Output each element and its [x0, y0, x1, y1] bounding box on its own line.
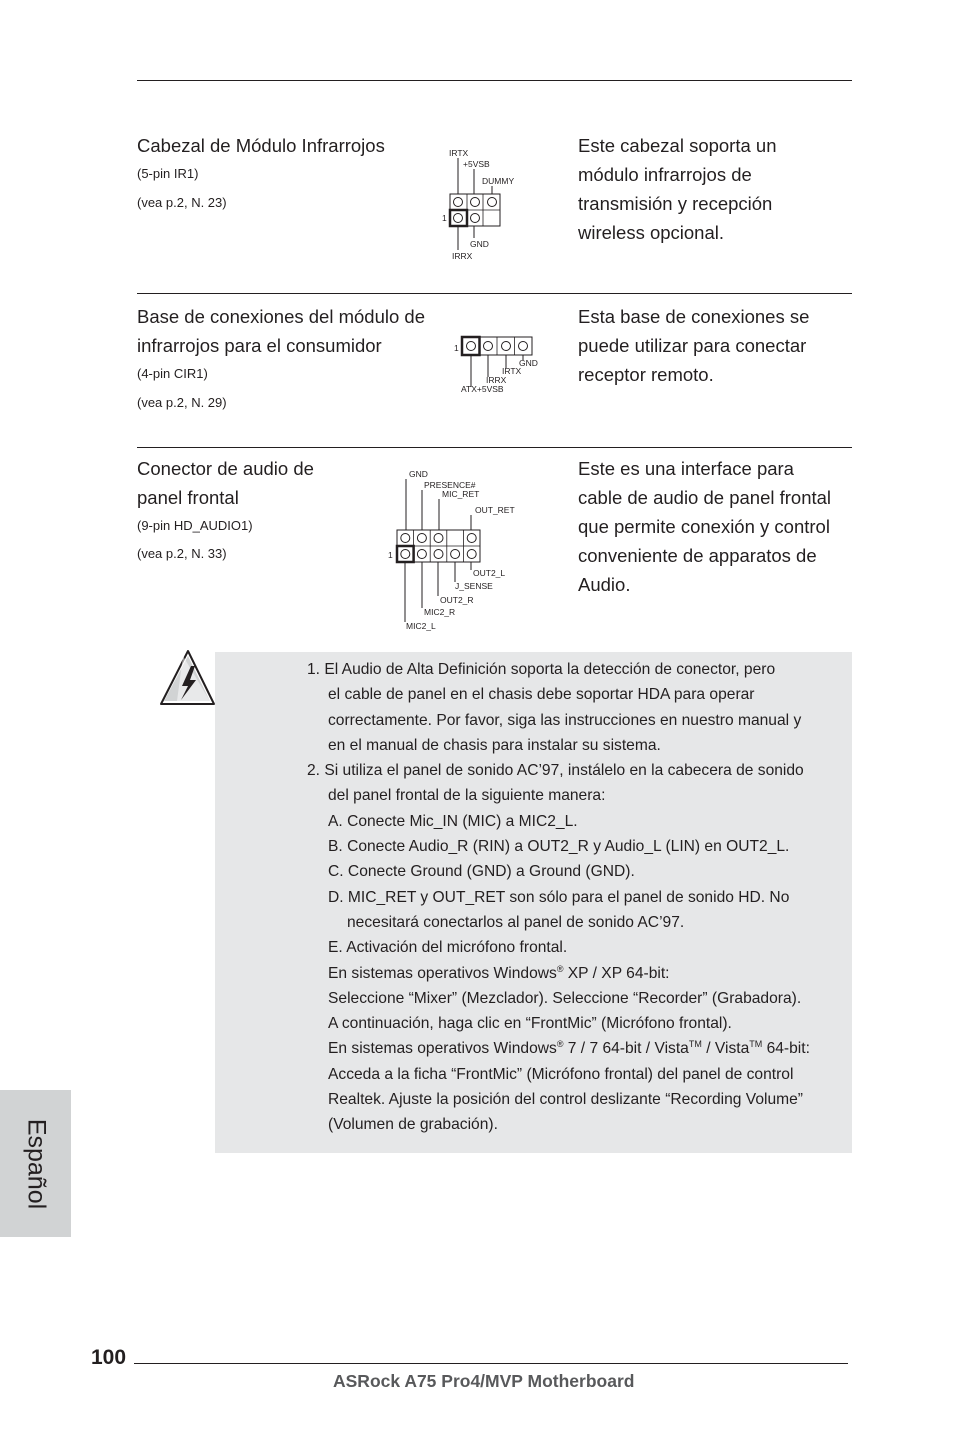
description-line: Audio.: [578, 574, 631, 595]
description-line: Este cabezal soporta un: [578, 135, 777, 156]
language-side-tab: [0, 1090, 71, 1237]
language-label: Español: [22, 1118, 50, 1209]
os-text: XP / XP 64-bit:: [563, 964, 670, 982]
note-line: en el manual de chasis para instalar su sistema.: [328, 736, 661, 754]
description-line: wireless opcional.: [578, 222, 725, 243]
section-description: [578, 454, 831, 599]
note-line: A continuación, haga clic en “FrontMic” (Micrófono frontal).: [328, 1015, 732, 1033]
section-title: [137, 454, 314, 512]
ir1-header-diagram: [440, 144, 540, 262]
pin-label-mic2-r: MIC2_R: [424, 607, 456, 617]
description-line: transmisión y recepción: [578, 193, 773, 214]
note-line-os-xp: [307, 961, 852, 986]
note-text: [307, 657, 852, 1138]
note-line: necesitará conectarlos al panel de sonido AC’97.: [347, 913, 685, 931]
reference-label: (vea p.2, N. 33): [137, 546, 227, 561]
pin-label-out2-l: OUT2_L: [473, 568, 506, 578]
footer-title: ASRock A75 Pro4/MVP Motherboard: [333, 1371, 635, 1391]
pin-label-irtx: IRTX: [502, 366, 522, 376]
os-text: En sistemas operativos Windows: [328, 964, 557, 982]
description-line: receptor remoto.: [578, 364, 714, 385]
pin-label-mic-ret: MIC_RET: [442, 489, 480, 499]
pin-label-atx5vsb: ATX+5VSB: [461, 384, 504, 394]
note-line: C. Conecte Ground (GND) a Ground (GND).: [328, 863, 635, 881]
warning-icon: [155, 648, 217, 708]
note-line: Acceda a la ficha “FrontMic” (Micrófono frontal) del panel de control: [328, 1065, 794, 1083]
description-line: conveniente de apparatos de: [578, 545, 817, 566]
pin-label-mic2-l: MIC2_L: [406, 621, 436, 631]
pin-label-1: 1: [388, 550, 393, 560]
pin-label-out-ret: OUT_RET: [475, 505, 515, 515]
title-line: infrarrojos para el consumidor: [137, 335, 382, 356]
pin-label-dummy: DUMMY: [482, 176, 515, 186]
pin-label-5vsb: +5VSB: [463, 159, 490, 169]
note-line: el cable de panel en el chasis debe soportar HDA para operar: [328, 686, 755, 704]
pin-label-irtx: IRTX: [449, 148, 469, 158]
note-line: B. Conecte Audio_R (RIN) a OUT2_R y Audio_L (LIN) en OUT2_L.: [328, 838, 790, 856]
note-line: Realtek. Ajuste la posición del control deslizante “Recording Volume”: [328, 1091, 803, 1109]
pin-label: (9-pin HD_AUDIO1): [137, 518, 253, 533]
pin-label-presence: PRESENCE#: [424, 480, 476, 490]
description-line: Esta base de conexiones se: [578, 306, 810, 327]
title-line: Conector de audio de: [137, 458, 314, 479]
section-title: [137, 302, 425, 360]
note-line: Seleccione “Mixer” (Mezclador). Seleccione “Recorder” (Grabadora).: [328, 989, 802, 1007]
pin-label-gnd: GND: [470, 239, 489, 249]
os-text: En sistemas operativos Windows: [328, 1040, 557, 1058]
section-title: Cabezal de Módulo Infrarrojos: [137, 135, 385, 156]
pin-label: (5-pin IR1): [137, 166, 199, 181]
page-number: 100: [91, 1346, 127, 1369]
description-line: puede utilizar para conectar: [578, 335, 807, 356]
pin-label-1: 1: [442, 213, 447, 223]
note-line: A. Conecte Mic_IN (MIC) a MIC2_L.: [328, 812, 578, 830]
os-text: 7 / 7 64-bit / Vista: [563, 1040, 689, 1058]
description-line: módulo infrarrojos de: [578, 164, 752, 185]
title-line: Base de conexiones del módulo de: [137, 306, 425, 327]
pin-label-irrx: IRRX: [452, 251, 473, 261]
top-rule: [137, 80, 852, 81]
title-line: panel frontal: [137, 487, 239, 508]
note-line: del panel frontal de la siguiente manera:: [328, 787, 606, 805]
pin-label-irrx: IRRX: [486, 375, 507, 385]
note-line-os-win7: [307, 1036, 852, 1061]
reference-label: (vea p.2, N. 23): [137, 195, 227, 210]
reference-label: (vea p.2, N. 29): [137, 395, 227, 410]
note-line: E. Activación del micrófono frontal.: [328, 939, 568, 957]
section-divider: [137, 293, 852, 294]
note-line: D. MIC_RET y OUT_RET son sólo para el panel de sonido HD. No: [328, 888, 790, 906]
pin-label-1: 1: [454, 343, 459, 353]
pin-label-gnd: GND: [409, 469, 428, 479]
trademark-mark: TM: [749, 1039, 763, 1050]
note-line: 1. El Audio de Alta Definición soporta la detección de conector, pero: [307, 661, 776, 678]
note-line: correctamente. Por favor, siga las instrucciones en nuestro manual y: [328, 711, 802, 729]
section-divider: [137, 447, 852, 448]
description-line: cable de audio de panel frontal: [578, 487, 832, 508]
section-description: [578, 131, 777, 247]
registered-mark: ®: [556, 963, 564, 974]
hd-audio-header-diagram: [384, 462, 534, 636]
pin-label: (4-pin CIR1): [137, 366, 208, 381]
section-description: [578, 302, 809, 389]
footer-rule: [134, 1363, 848, 1364]
pin-label-out2-r: OUT2_R: [440, 595, 474, 605]
os-text: / Vista: [701, 1040, 750, 1058]
description-line: que permite conexión y control: [578, 516, 830, 537]
note-line: (Volumen de grabación).: [328, 1116, 498, 1134]
pin-label-j-sense: J_SENSE: [455, 581, 493, 591]
description-line: Este es una interface para: [578, 458, 794, 479]
note-line: 2. Si utiliza el panel de sonido AC’97, instálelo en la cabecera de sonido: [307, 762, 804, 780]
registered-mark: ®: [556, 1039, 564, 1050]
cir1-header-diagram: [450, 332, 550, 396]
pin-label-gnd: GND: [519, 358, 538, 368]
os-text: 64-bit:: [762, 1040, 810, 1058]
trademark-mark: TM: [688, 1039, 702, 1050]
